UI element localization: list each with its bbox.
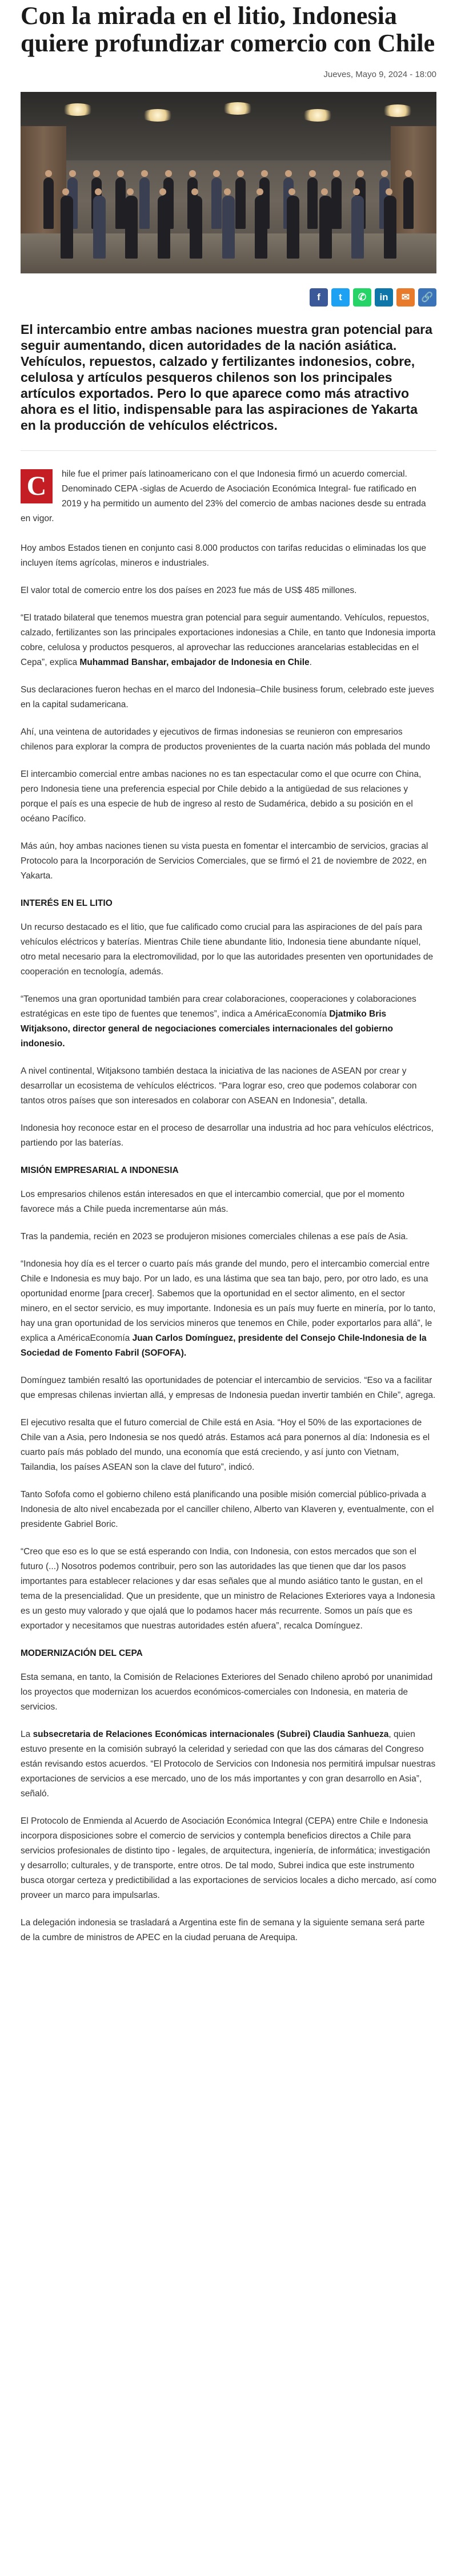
person xyxy=(403,178,414,229)
article-lead: El intercambio entre ambas naciones muestra gran potencial para seguir aumentando, dicen autoridades de la nación asiática. Vehículos, repuestos, calzado y fertilizantes indonesios, cobre, celulosa y artículos pesqueros chilenos son los principales artículos exportados. Pero lo que aparece como más atractivo ahora es el litio, indispensable para las aspiraciones de Yakarta en la producción de vehículos eléctricos. xyxy=(21,321,436,451)
person xyxy=(158,196,170,259)
paragraph-text: La xyxy=(21,1730,33,1739)
chandelier xyxy=(300,109,335,122)
paragraph: El Protocolo de Enmienda al Acuerdo de Asociación Económica Integral (CEPA) entre Chile e Indonesia incorpora disposiciones sobre el comercio de servicios y contempla beneficios directos a Chile para servicios profesionales de distinto tipo - legales, de arquitectura, ingeniería, de informática; investigación y desarrollo; culturales, y de transporte, entre otros. De tal modo, Subrei indica que este instrumento busca otorgar certeza y predictibilidad a las exportaciones de servicios locales a dicho mercado, así como proveer un marco para impulsarlas. xyxy=(21,1816,437,1900)
paragraph-text: , quien estuvo presente en la comisión subrayó la celeridad y seriedad con que las dos cámaras del Congreso están revisando estos acuerdos. “El Protocolo de Servicios con Indonesia nos permitirá impulsar nuestras exportaciones de servicios a ese mercado, uno de los más importantes y con gran desarrollo en Asia”, señaló. xyxy=(21,1730,436,1799)
twitter-share-button[interactable]: t xyxy=(331,288,350,307)
paragraph-text: “Indonesia hoy día es el tercer o cuarto país más grande del mundo, pero el intercambio comercial entre Chile e Indonesia es muy bajo. Por un lado, es una lástima que sea tan bajo, pero, por otro lado, es una oportunidad enorme [para crecer]. Sabemos que la oportunidad en el sector alimento, en el sector minero, en el sector servicio, es muy importante. Indonesia es un país muy fuerte en minería, por lo tanto, hay una gran oportunidad de los servicios mineros que tenemos en Chile, poder exportarlos para allá”, le explica a AméricaEconomía xyxy=(21,1259,436,1343)
paragraph xyxy=(21,1727,436,1801)
whatsapp-share-button[interactable]: ✆ xyxy=(353,288,371,307)
chandelier xyxy=(221,102,255,115)
email-share-button[interactable]: ✉ xyxy=(396,288,415,307)
section-heading: MISIÓN EMPRESARIAL A INDONESIA xyxy=(21,1166,179,1175)
paragraph: Tanto Sofofa como el gobierno chileno está planificando una posible misión comercial público-privada a Indonesia de alto nivel encabezada por el canciller chileno, Alberto van Klaveren y, eventualmente, con el presidente Gabriel Boric. xyxy=(21,1490,434,1529)
share-bar xyxy=(21,288,436,307)
paragraph: Sus declaraciones fueron hechas en el marco del Indonesia–Chile business forum, celebrado este jueves en la capital sudamericana. xyxy=(21,685,434,709)
quote-attribution: Muhammad Banshar, embajador de Indonesia en Chile xyxy=(79,658,310,667)
paragraph: Domínguez también resaltó las oportunidades de potenciar el intercambio de servicios. “Eso va a facilitar que empresas chilenas inviertan allá, y empresas de Indonesia puedan invertir también en Chile”, agrega. xyxy=(21,1376,436,1400)
dropcap: C xyxy=(21,469,53,503)
paragraph-text: “El tratado bilateral que tenemos muestra gran potencial para seguir aumentando. Vehículos, repuestos, calzado, fertilizantes son las principales exportaciones indonesias a Chile, en tanto que Indonesia importa cobre, celulosa y productos pesqueros, al aprovechar las reducciones arancelarias establecidas en el Cepa”, explica xyxy=(21,613,436,667)
paragraph: Más aún, hoy ambas naciones tienen su vista puesta en fomentar el intercambio de servicios, gracias al Protocolo para la Incorporación de Servicios Comerciales, que se firmó el 21 de noviembre de 2022, en Yakarta. xyxy=(21,841,428,881)
paragraph-text: . xyxy=(309,658,312,667)
paragraph: El ejecutivo resalta que el futuro comercial de Chile está en Asia. “Hoy el 50% de las exportaciones de Chile van a Asia, pero Indonesia se nos quedó atrás. Estamos acá para ponernos al día: Indonesia es el cuarto país más poblado del mundo, una economía que está creciendo, y así junto con Vietnam, Tailandia, los países ASEAN son la clave del futuro”, indicó. xyxy=(21,1418,430,1472)
person xyxy=(125,196,138,259)
paragraph: “Creo que eso es lo que se está esperando con India, con Indonesia, con estos mercados que son el futuro (...) Nosotros podemos contribuir, pero son las autoridades las que tienen que dar los pasos importantes para establecer relaciones y dar esas señales que al mundo asiático tanto le gustan, en el tema de la presencialidad. Que un presidente, que un ministro de Relaciones Exteriores vaya a Indonesia es un gesto muy valorado y que ojalá que lo podamos hacer más recurrente. Somos un país que es exportador y necesitamos que nuestras autoridades estén afuera”, recalca Domínguez. xyxy=(21,1547,435,1631)
paragraph xyxy=(21,467,436,526)
paragraph xyxy=(21,1257,436,1361)
paragraph-text: “Tenemos una gran oportunidad también para crear colaboraciones, cooperaciones y colaboraciones estratégicas en este tipo de fuentes que tenemos”, indica a AméricaEconomía xyxy=(21,994,416,1019)
person xyxy=(190,196,202,259)
paragraph: Esta semana, en tanto, la Comisión de Relaciones Exteriores del Senado chileno aprobó por unanimidad los proyectos que modernizan los acuerdos económicos-comerciales con Indonesia, en materia de servicios. xyxy=(21,1672,433,1712)
person xyxy=(351,196,364,259)
paragraph: Los empresarios chilenos están interesados en que el intercambio comercial, que por el momento favorece más a Chile pueda incrementarse aún más. xyxy=(21,1190,405,1214)
linkedin-share-button[interactable]: in xyxy=(375,288,393,307)
person xyxy=(222,196,235,259)
paragraph xyxy=(21,611,436,670)
article-headline: Con la mirada en el litio, Indonesia quiere profundizar comercio con Chile xyxy=(21,2,435,57)
paragraph: A nivel continental, Witjaksono también destaca la iniciativa de las naciones de ASEAN por crear y desarrollar un ecosistema de vehículos eléctricos. “Para lograr eso, creo que podemos colaborar con tantos otros países que son interesados en colaborar con ASEAN en Indonesia”, detalla. xyxy=(21,1066,417,1106)
section-heading: INTERÉS EN EL LITIO xyxy=(21,898,113,908)
paragraph: El valor total de comercio entre los dos países en 2023 fue más de US$ 485 millones. xyxy=(21,586,357,595)
photo-ceiling xyxy=(21,92,436,160)
paragraph: Indonesia hoy reconoce estar en el proceso de desarrollar una industria ad hoc para vehículos eléctricos, partiendo por las baterías. xyxy=(21,1123,434,1148)
person xyxy=(255,196,267,259)
chandelier xyxy=(380,104,415,117)
person xyxy=(61,196,73,259)
paragraph: Ahí, una veintena de autoridades y ejecutivos de firmas indonesias se reunieron con empresarios chilenos para explorar la compra de productos provenientes de la cuarta nación más poblada del mundo xyxy=(21,727,430,752)
person xyxy=(384,196,396,259)
paragraph-text: hile fue el primer país latinoamericano con el que Indonesia firmó un acuerdo comercial. Denominado CEPA -siglas de Acuerdo de Asociación Económica Integral- fue ratificado en 2019 y ha permitido un aumento del 23% del comercio de ambas naciones desde su entrada en vigor. xyxy=(21,469,426,523)
group-front-row xyxy=(61,196,396,259)
paragraph xyxy=(21,992,436,1051)
facebook-share-button[interactable]: f xyxy=(310,288,328,307)
chandelier xyxy=(61,103,95,116)
quote-attribution: Djatmiko Bris Witjaksono, director general de negociaciones comerciales internacionales del gobierno indonesio. xyxy=(21,1009,393,1049)
article-body xyxy=(21,467,436,1945)
paragraph: Tras la pandemia, recién en 2023 se produjeron misiones comerciales chilenas a ese país de Asia. xyxy=(21,1232,408,1241)
quote-attribution: subsecretaria de Relaciones Económicas internacionales (Subrei) Claudia Sanhueza xyxy=(33,1730,389,1739)
section-heading: MODERNIZACIÓN DEL CEPA xyxy=(21,1648,143,1658)
paragraph: El intercambio comercial entre ambas naciones no es tan espectacular como el que ocurre con China, pero Indonesia tiene una preferencia especial por Chile debido a la antigüedad de sus relaciones y porque el país es una especie de hub de ingreso al resto de Sudamérica, debido a su posición en el océano Pacífico. xyxy=(21,769,422,824)
copy-link-button[interactable]: 🔗 xyxy=(418,288,436,307)
paragraph: Un recurso destacado es el litio, que fue calificado como crucial para las aspiraciones de del país para vehículos eléctricos y baterías. Mientras Chile tiene abundante litio, Indonesia tiene abundante níquel, otro metal necesario para la electromovilidad, por lo que las autoridades presenten ven oportunidades de cooperación en tecnología, además. xyxy=(21,922,434,977)
person xyxy=(93,196,106,259)
article-photo xyxy=(21,92,436,273)
article-dateline: Jueves, Mayo 9, 2024 - 18:00 xyxy=(323,70,436,79)
paragraph: La delegación indonesia se trasladará a Argentina este fin de semana y la siguiente semana será parte de la cumbre de ministros de APEC en la ciudad peruana de Arequipa. xyxy=(21,1918,425,1942)
paragraph: Hoy ambos Estados tienen en conjunto casi 8.000 productos con tarifas reducidas o eliminadas los que incluyen ítems agrícolas, mineros e industriales. xyxy=(21,543,426,568)
person xyxy=(319,196,332,259)
person xyxy=(287,196,299,259)
quote-attribution: Juan Carlos Domínguez, presidente del Consejo Chile-Indonesia de la Sociedad de Fomento Fabril (SOFOFA). xyxy=(21,1333,427,1358)
person xyxy=(43,178,54,229)
chandelier xyxy=(141,109,175,122)
